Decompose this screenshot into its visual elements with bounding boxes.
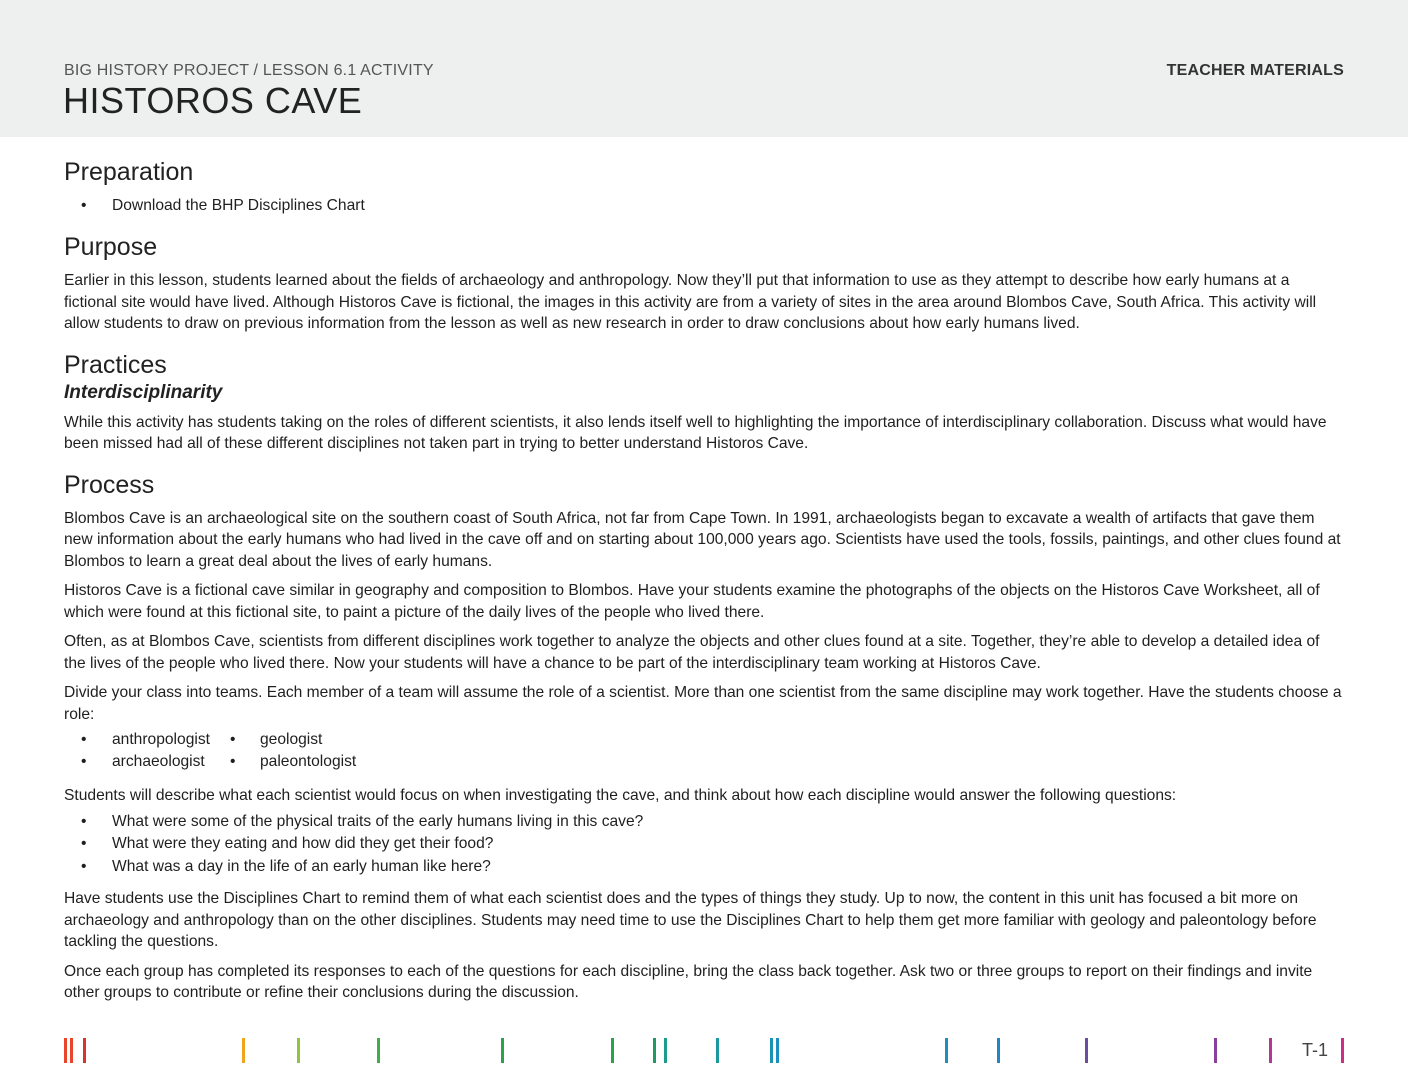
color-tick: [664, 1038, 667, 1063]
preparation-heading: Preparation: [64, 158, 194, 186]
color-tick: [64, 1038, 67, 1063]
color-tick: [716, 1038, 719, 1063]
color-tick: [653, 1038, 656, 1063]
process-paragraph: Divide your class into teams. Each member of a team will assume the role of a scientist. More than one scientist from the same discipline may work together. Have the students choose a role:: [64, 684, 1342, 723]
color-tick: [83, 1038, 86, 1063]
roles-list: [64, 729, 1344, 773]
role-item: • anthropologist: [64, 729, 210, 751]
practices-subheading: Interdisciplinarity: [64, 381, 223, 403]
footer-color-ticks: [0, 1036, 1408, 1066]
color-tick: [70, 1038, 73, 1063]
process-paragraph: Students will describe what each scientist would focus on when investigating the cave, and think about how each discipline would answer the following questions:: [64, 787, 1177, 804]
lesson-kicker: BIG HISTORY PROJECT / LESSON 6.1 ACTIVITY: [64, 62, 434, 79]
color-tick: [611, 1038, 614, 1063]
color-tick: [242, 1038, 245, 1063]
color-tick: [297, 1038, 300, 1063]
list-item: • Download the BHP Disciplines Chart: [64, 195, 1344, 217]
role-item: • paleontologist: [242, 751, 356, 773]
document-title: HISTOROS CAVE: [63, 80, 363, 121]
color-tick: [997, 1038, 1000, 1063]
section-purpose: [64, 233, 1344, 335]
section-preparation: [64, 158, 1344, 217]
process-paragraph: Often, as at Blombos Cave, scientists from different disciplines work together to analyze the objects and other clues found at a site. Together, they’re able to develop a detailed idea of the lives of the people who lived there. Now your students will have a chance to be part of the interdisciplinary team working at Historos Cave.: [64, 633, 1320, 672]
process-paragraph: Historos Cave is a fictional cave similar in geography and composition to Blombos. Have your students examine the photographs of the objects on the Historos Cave Worksheet, all of which were found at this fictional site, to paint a picture of the daily lives of the people who lived there.: [64, 582, 1320, 621]
color-tick: [776, 1038, 779, 1063]
color-tick: [1085, 1038, 1088, 1063]
section-practices: [64, 351, 1344, 455]
preparation-list: [64, 195, 1344, 217]
color-tick: [1269, 1038, 1272, 1063]
practices-heading: Practices: [64, 350, 167, 379]
document-body: [64, 158, 1344, 1012]
question-item: • What were some of the physical traits of the early humans living in this cave?: [64, 811, 1344, 834]
color-tick: [1214, 1038, 1217, 1063]
process-paragraph: Blombos Cave is an archaeological site on the southern coast of South Africa, not far from Cape Town. In 1991, archaeologists began to excavate a wealth of artifacts that gave them new information about the early humans who had lived in the cave off and on starting about 100,000 years ago. Scientists have used the tools, fossils, paintings, and other clues found at Blombos to learn a great deal about the lives of early humans.: [64, 509, 1341, 570]
process-heading: Process: [64, 470, 155, 499]
color-tick: [945, 1038, 948, 1063]
questions-list: [64, 811, 1344, 879]
practices-text: While this activity has students taking on the roles of different scientists, it also lends itself well to highlighting the importance of interdisciplinary collaboration. Discuss what would have been missed had all of these different disciplines not taken part in trying to better understand Historos Cave.: [64, 413, 1327, 452]
color-tick: [1341, 1038, 1344, 1063]
teacher-materials-tag: TEACHER MATERIALS: [1166, 62, 1344, 79]
question-item: • What was a day in the life of an early human like here?: [64, 856, 1344, 879]
section-process: [64, 471, 1344, 1004]
process-paragraph: Have students use the Disciplines Chart to remind them of what each scientist does and the types of things they study. Up to now, the content in this unit has focused a bit more on archaeology and anthropology than on the other disciplines. Students may need time to use the Disciplines Chart to help them get more familiar with geology and paleontology before tackling the questions.: [64, 890, 1317, 950]
role-item: • geologist: [242, 729, 356, 751]
question-item: • What were they eating and how did they get their food?: [64, 833, 1344, 856]
color-tick: [770, 1038, 773, 1063]
purpose-heading: Purpose: [64, 233, 158, 261]
role-item: • archaeologist: [64, 751, 210, 773]
roles-column-1: [64, 729, 210, 773]
page-header: [0, 0, 1408, 137]
process-paragraph: Once each group has completed its responses to each of the questions for each discipline, bring the class back together. Ask two or three groups to report on their findings and invite other groups to contribute or refine their conclusions during the discussion.: [64, 962, 1313, 1001]
color-tick: [377, 1038, 380, 1063]
color-tick: [501, 1038, 504, 1063]
purpose-text: Earlier in this lesson, students learned about the fields of archaeology and anthropology. Now they’ll put that information to use as they attempt to describe how early humans at a fictional site would have lived. Although Historos Cave is fictional, the images in this activity are from a variety of sites in the area around Blombos Cave, South Africa. This activity will allow students to draw on previous information from the lesson as well as new research in order to draw conclusions about how early humans lived.: [64, 272, 1317, 332]
page-number: T-1: [1301, 1040, 1328, 1060]
roles-column-2: [242, 729, 356, 773]
